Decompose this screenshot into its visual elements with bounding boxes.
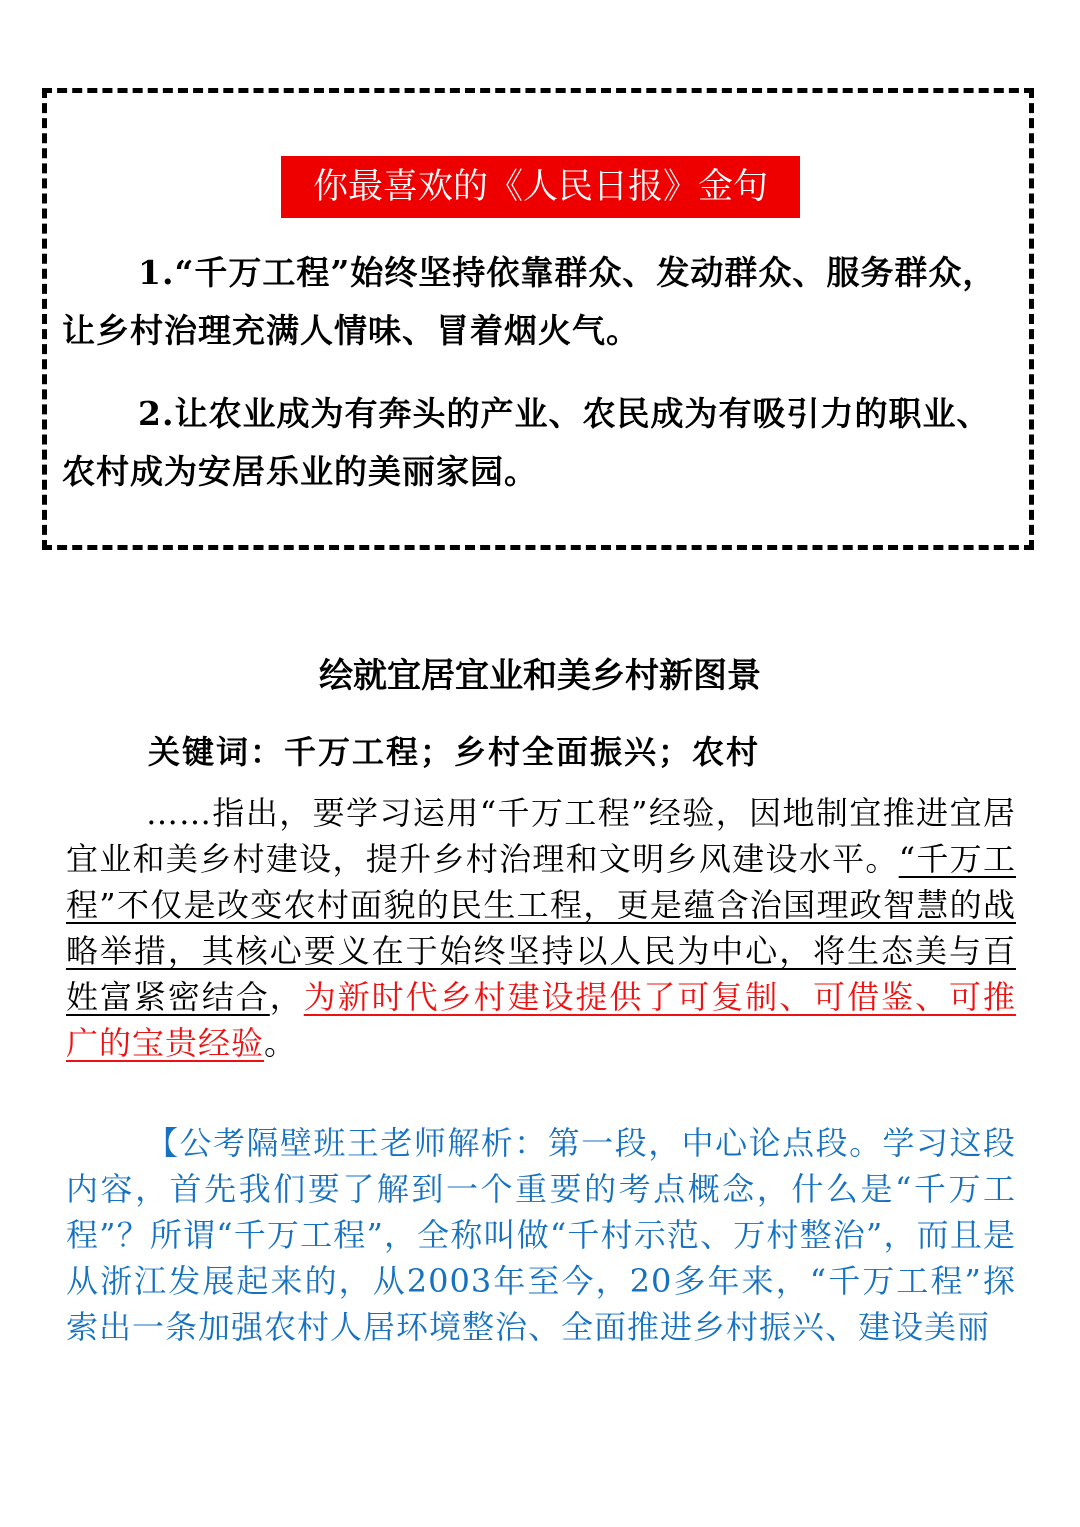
- paragraph-lead: ……指出，要学习运用“千万工程”经验，因地制宜推进宜居宜业和美乡村建设，提升乡村治理和文明乡风建设水平。: [66, 794, 1016, 878]
- quote-item: 1.“千万工程”始终坚持依靠群众、发动群众、服务群众，让乡村治理充满人情味、冒着烟火气。: [62, 253, 997, 350]
- paragraph-comma: ，: [269, 978, 304, 1016]
- quote-box-title: 你最喜欢的《人民日报》金句: [281, 156, 800, 218]
- analysis-paragraph: 【公考隔壁班王老师解析：第一段，中心论点段。学习这段内容，首先我们要了解到一个重要的考点概念，什么是“千万工程”？所谓“千万工程”，全称叫做“千村示范、万村整治”，而且是从浙江发展起来的，从2003年至今，20多年来，“千万工程”探索出一条加强农村人居环境整治、全面推进乡村振兴、建设美丽: [66, 1124, 1016, 1346]
- article-keywords: 关键词：千万工程；乡村全面振兴；农村: [148, 733, 761, 771]
- article-paragraph: [66, 790, 1016, 1066]
- red-highlight-sentence: 为新时代乡村建设提供了可复制、可借鉴、可推广的宝贵经验: [66, 978, 1016, 1062]
- quote-item: 2.让农业成为有奔头的产业、农民成为有吸引力的职业、农村成为安居乐业的美丽家园。: [62, 394, 991, 491]
- paragraph-end: 。: [264, 1024, 298, 1062]
- underlined-sentence: “千万工程”不仅是改变农村面貌的民生工程，更是蕴含治国理政智慧的战略举措，其核心要义在于始终坚持以人民为中心，将生态美与百姓富紧密结合: [66, 840, 1016, 1016]
- article-title: 绘就宜居宜业和美乡村新图景: [319, 656, 761, 696]
